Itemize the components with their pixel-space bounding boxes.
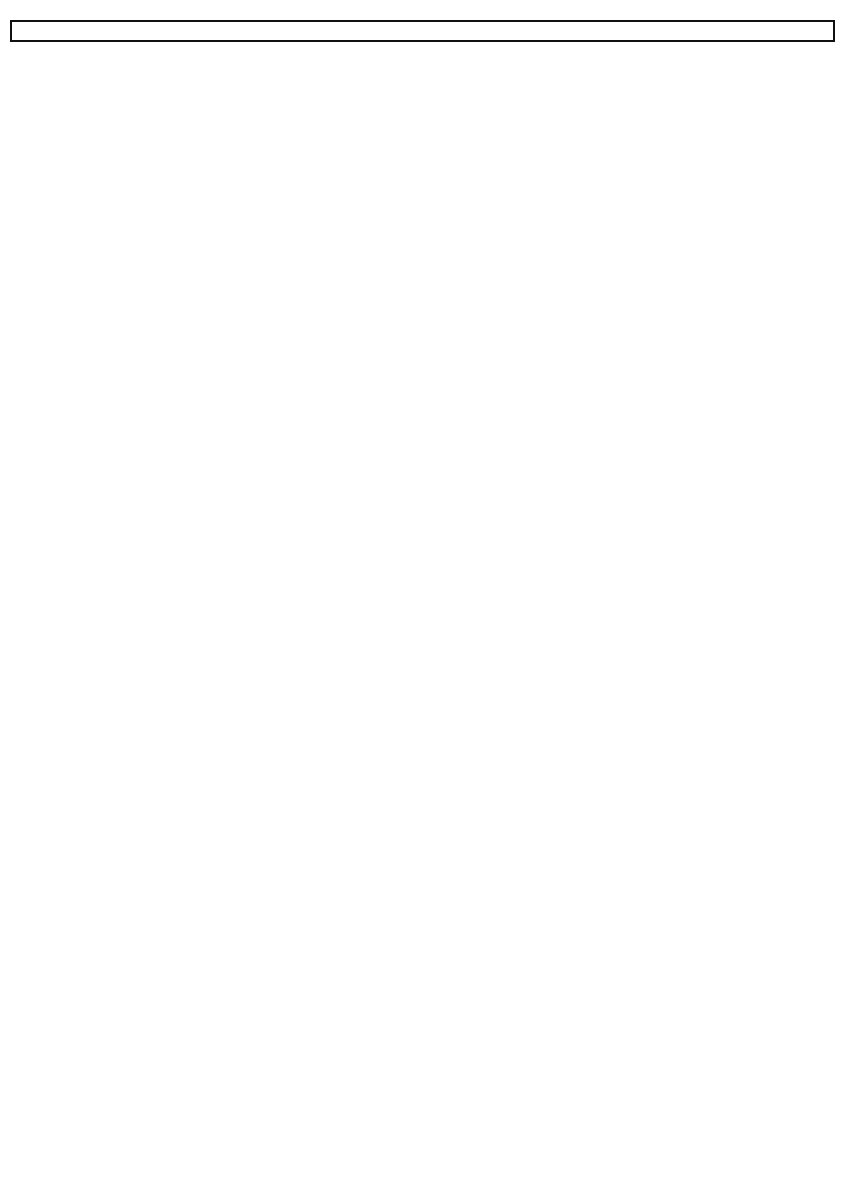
notes — [14, 1080, 834, 1083]
exam-schedule-table — [10, 20, 835, 42]
hoc-ghep-section-header — [11, 21, 834, 41]
section-title — [11, 21, 834, 41]
